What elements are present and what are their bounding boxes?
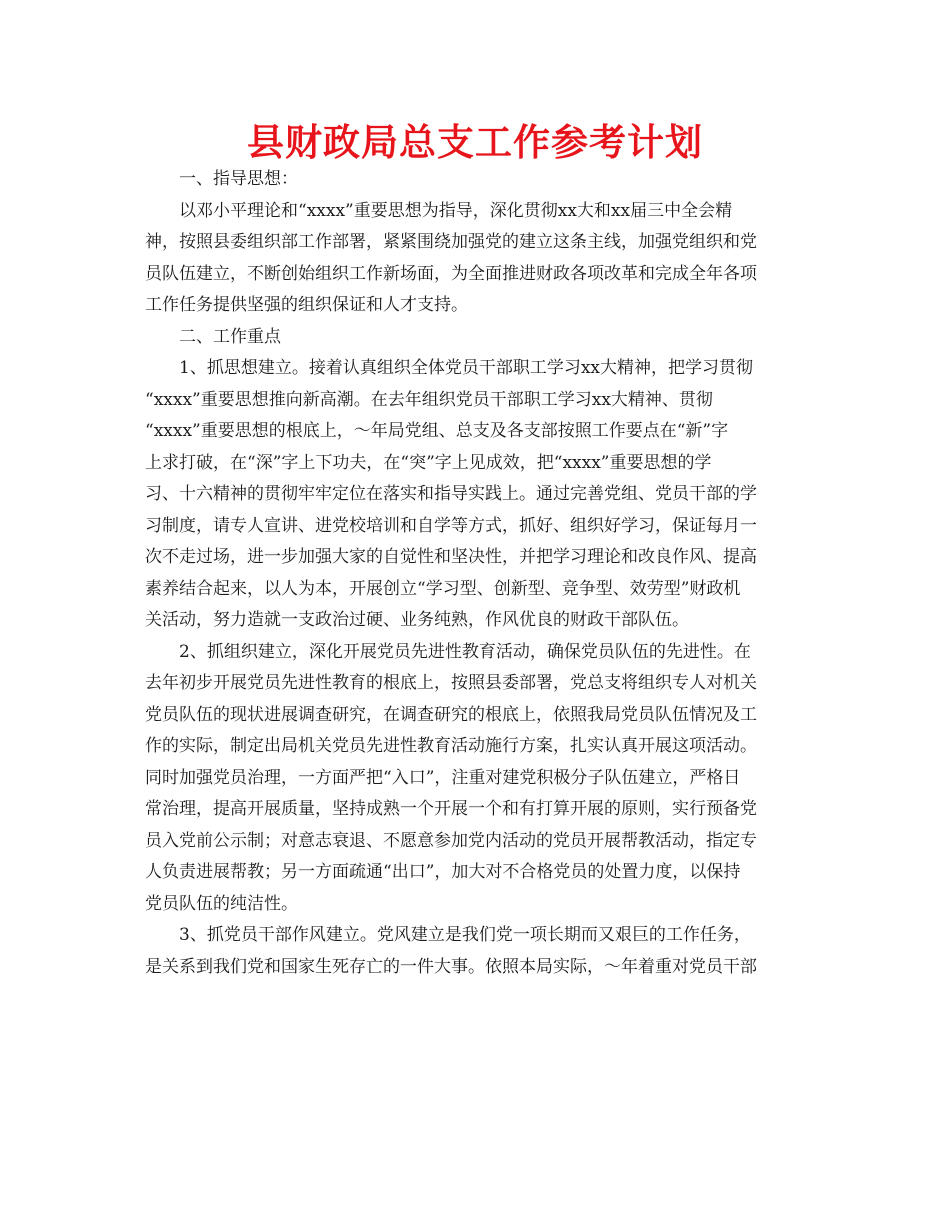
- paragraph-guiding-ideology: 以邓小平理论和“xxxx”重要思想为指导，深化贯彻xx大和xx届三中全会精 神，按照县委组织部工作部署，紧紧围绕加强党的建立这条主线，加强党组织和党 员队伍建立，不断创始组织工作新场面，为全面推进财政各项改革和完成全年各项 工作任务提供坚强的组织保证和人才支持。: [145, 200, 757, 315]
- section-heading-guiding-ideology: 一、指导思想：: [179, 169, 298, 189]
- paragraph-organizational-building: 2、抓组织建立，深化开展党员先进性教育活动，确保党员队伍的先进性。在 去年初步开展党员先进性教育的根底上，按照县委部署，党总支将组织专人对机关 党员队伍的现状进展调查研究，在调查研究的根底上，依照我局党员队伍情况及工 作的实际，制定出局机关党员先进性教育活动施行方案，扎实认真开展这项活动。 同时加强党员治理，一方面严把“入口”，注重对建党积极分子队伍建立，严格日 常治理，提高开展质量，坚持成熟一个开展一个和有打算开展的原则，实行预备党 员入党前公示制；对意志衰退、不愿意参加党内活动的党员开展帮教活动，指定专 人负责进展帮教；另一方面疏通“出口”，加大对不合格党员的处置力度，以保持 党员队伍的纯洁性。: [145, 641, 757, 914]
- section-heading-work-focus: 二、工作重点: [179, 326, 281, 347]
- document-body: [145, 164, 805, 983]
- paragraph-ideological-building: 1、抓思想建立。接着认真组织全体党员干部职工学习xx大精神，把学习贯彻 “xxxx”重要思想推向新高潮。在去年组织党员干部职工学习xx大精神、贯彻 “xxxx”重要思想的根底上，～年局党组、总支及各支部按照工作要点在“新”字 上求打破，在“深”字上下功夫，在“突”字上见成效，把“xxxx”重要思想的学 习、十六精神的贯彻牢牢定位在落实和指导实践上。通过完善党组、党员干部的学 习制度，请专人宣讲、进党校培训和自学等方式，抓好、组织好学习，保证每月一 次不走过场，进一步加强大家的自觉性和坚决性，并把学习理论和改良作风、提高 素养结合起来，以人为本，开展创立“学习型、创新型、竞争型、效劳型”财政机 关活动，努力造就一支政治过硬、业务纯熟，作风优良的财政干部队伍。: [145, 358, 757, 630]
- paragraph-work-style-building: 3、抓党员干部作风建立。党风建立是我们党一项长期而又艰巨的工作任务， 是关系到我们党和国家生死存亡的一件大事。依照本局实际，～年着重对党员干部: [145, 925, 757, 977]
- document-title: 县财政局总支工作参考计划: [247, 121, 703, 164]
